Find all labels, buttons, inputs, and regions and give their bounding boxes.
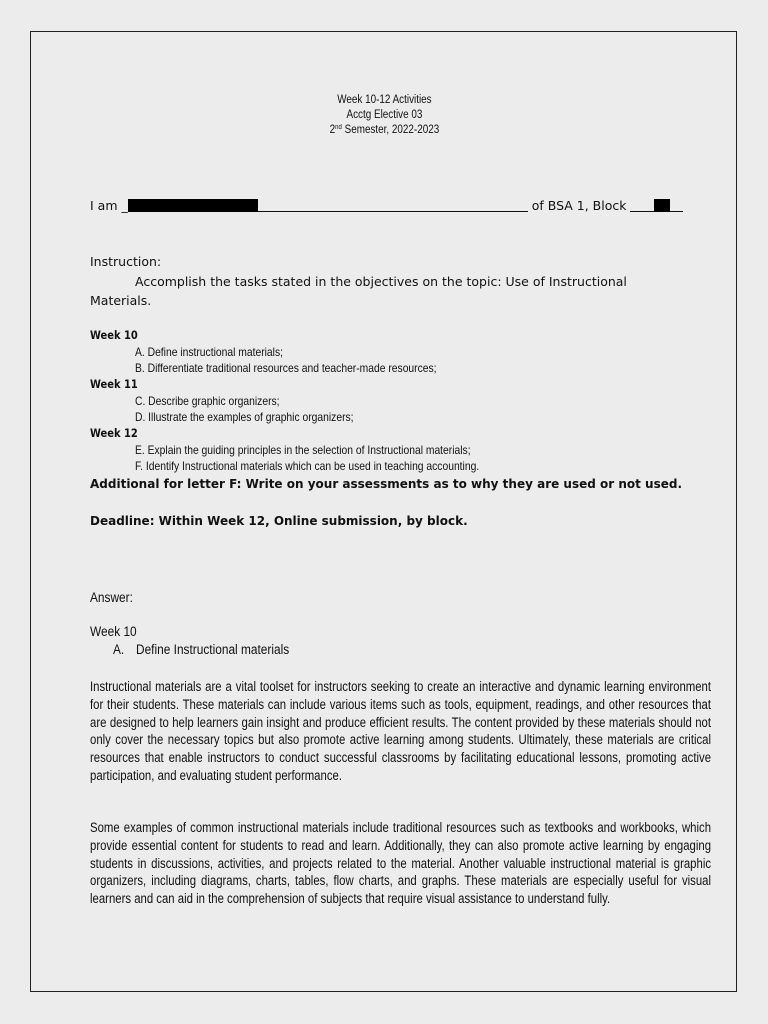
redacted-block xyxy=(654,199,670,212)
header-title: Week 10-12 Activities xyxy=(337,94,432,106)
week-10-label: Week 10 xyxy=(90,328,138,342)
answer-week-label: Week 10 xyxy=(90,624,137,639)
answer-label: Answer: xyxy=(90,590,133,605)
block-underline-right xyxy=(670,199,683,212)
week-11-label: Week 11 xyxy=(90,377,138,391)
instruction-heading: Instruction: xyxy=(90,254,162,269)
answer-paragraph-2: Some examples of common instructional materials include traditional resources such as textbooks and workbooks, which provide essential content for students to read and learn. Additionally, they can also promote active learning by engaging students in discussions, activities, and projects related to the material. Another valuable instructional material is graphic organizers, including diagrams, charts, tables, flow charts, and graphs. These materials are especially useful for visual learners and can aid in the comprehension of subjects that require visual assistance to understand fully. xyxy=(90,820,712,907)
objective-d: D. Illustrate the examples of graphic organizers; xyxy=(135,410,354,424)
week-12-label: Week 12 xyxy=(90,426,138,440)
objective-f: F. Identify Instructional materials which can be used in teaching accounting. xyxy=(135,459,480,473)
block-underline-left xyxy=(630,199,654,212)
header-semester: 2nd Semester, 2022-2023 xyxy=(329,124,440,136)
name-line-middle: of BSA 1, Block xyxy=(527,198,631,213)
objective-e: E. Explain the guiding principles in the selection of Instructional materials; xyxy=(135,443,471,457)
instruction-text: Accomplish the tasks stated in the objectives on the topic: Use of Instructional Materials. xyxy=(90,274,627,308)
name-line xyxy=(90,198,683,213)
objective-c: C. Describe graphic organizers; xyxy=(135,394,280,408)
document-page xyxy=(30,31,737,992)
additional-note: Additional for letter F: Write on your assessments as to why they are used or not used. xyxy=(90,477,683,491)
answer-paragraph-1: Instructional materials are a vital toolset for instructors seeking to create an interactive and dynamic learning environment for their students. These materials can include various items such as tools, equipment, readings, and other resources that are designed to help learners gain insight and produce efficient results. The content provided by these materials should not only cover the necessary topics but also promote active learning among students. Ultimately, these materials are critical resources that enable instructors to conduct successful classrooms by facilitating educational lessons, promoting active participation, and evaluating student performance. xyxy=(90,679,712,783)
answer-item-text: Define Instructional materials xyxy=(136,642,290,657)
name-underline xyxy=(258,199,528,212)
objective-b: B. Differentiate traditional resources and teacher-made resources; xyxy=(135,361,437,375)
answer-item-letter: A. xyxy=(113,642,125,657)
deadline-note: Deadline: Within Week 12, Online submission, by block. xyxy=(90,514,468,528)
header-course: Acctg Elective 03 xyxy=(346,109,423,121)
name-line-prefix: I am _ xyxy=(90,198,128,213)
redacted-name xyxy=(128,199,258,212)
objective-a: A. Define instructional materials; xyxy=(135,345,283,359)
